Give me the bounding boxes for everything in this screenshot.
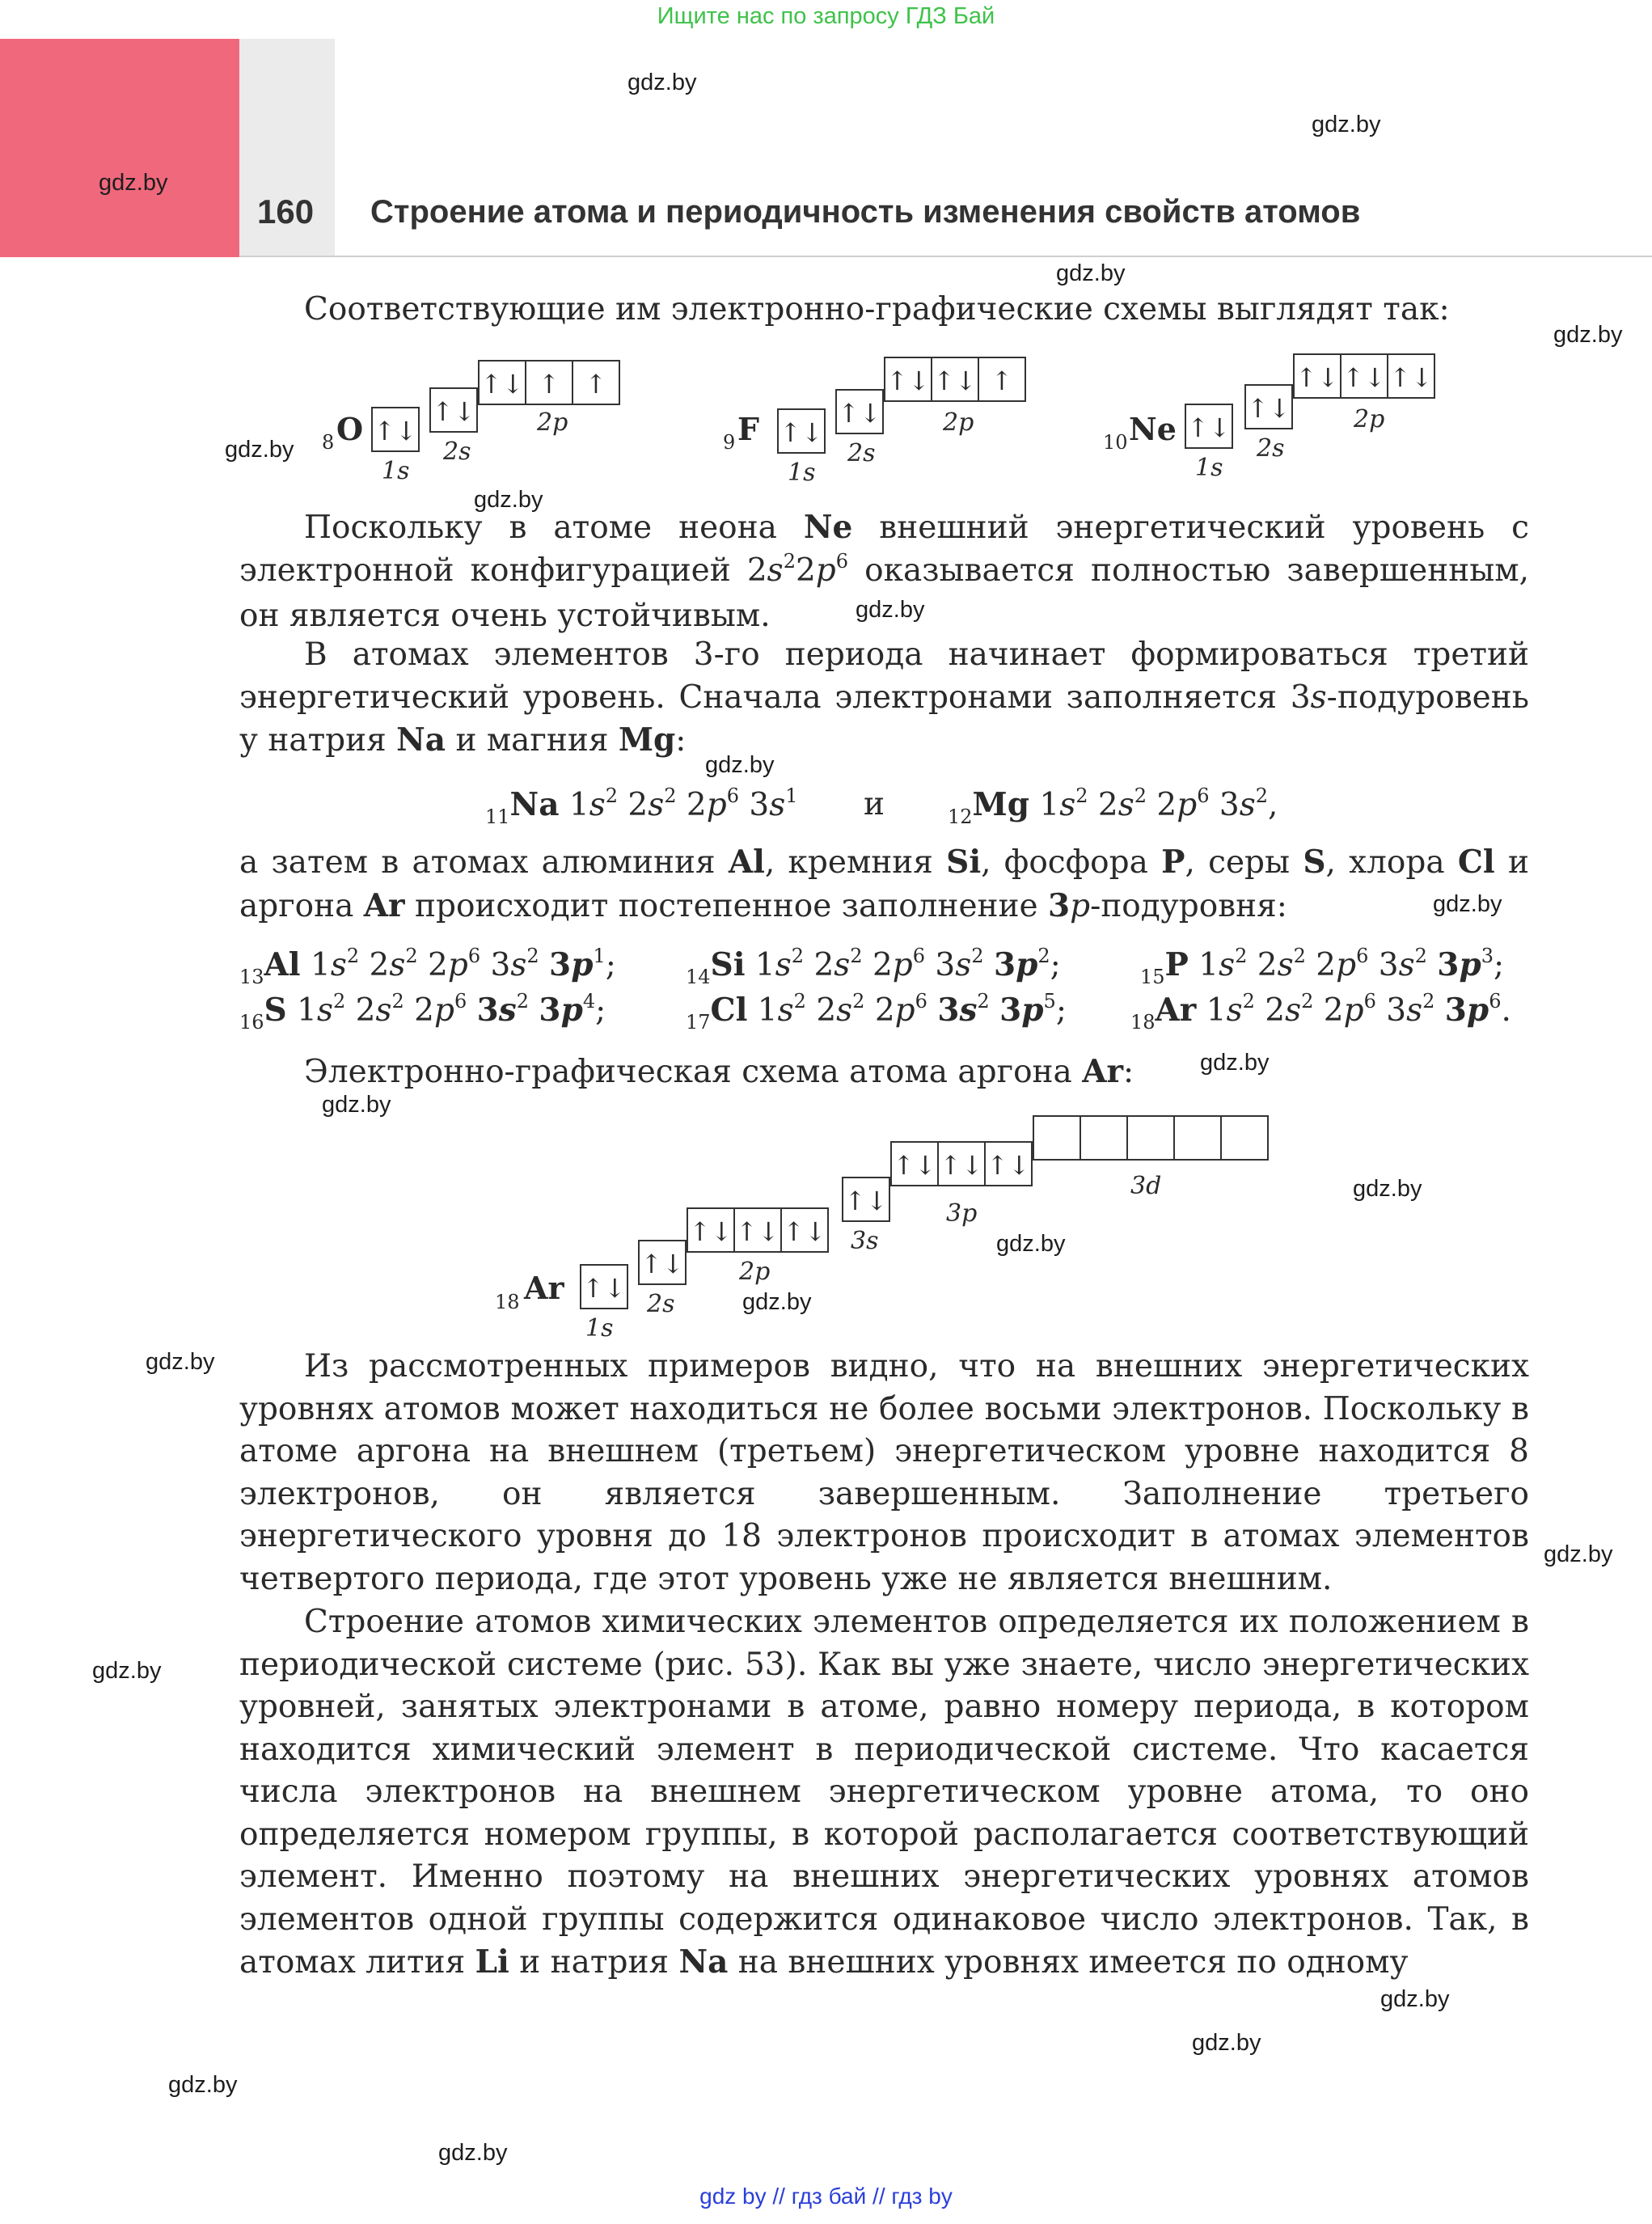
top-banner[interactable]: Ищите нас по запросу ГДЗ Бай bbox=[657, 3, 995, 29]
electron-arrows: ↑↓ bbox=[783, 1216, 826, 1247]
config-cl: $_{17}$Cl $1s^2$ $2s^2$ $2p^6$ $3s^2$ $3p^5$; bbox=[686, 990, 1067, 1034]
sublevel-label: 1s bbox=[585, 1314, 614, 1342]
sublevel-label: 1s bbox=[788, 459, 816, 487]
watermark: gdz.by bbox=[474, 487, 543, 513]
config-mg: $_{12}$Mg $1s^2$ $2s^2$ $2p^6$ $3s^2$, bbox=[948, 784, 1278, 828]
watermark: gdz.by bbox=[1192, 2030, 1261, 2056]
paragraph-period-3: В атомах элементов 3-го периода начинает формироваться третий энергетический уровень. Сначала электронами заполняется 3s-подуровень у натрия Na и магния Mg: bbox=[239, 636, 1529, 759]
sublevel-label: 2s bbox=[443, 438, 471, 466]
orbital-box-3d bbox=[1127, 1116, 1174, 1160]
electron-arrows: ↑↓ bbox=[987, 1150, 1030, 1181]
electron-arrows: ↑↓ bbox=[432, 396, 475, 427]
bottom-links-bar[interactable]: gdz by // гдз бай // гдз by bbox=[699, 2184, 953, 2209]
electron-arrows: ↑↓ bbox=[1187, 412, 1231, 443]
electron-arrows: ↑↓ bbox=[640, 1249, 684, 1279]
sublevel-label: 2p bbox=[537, 408, 568, 437]
sublevel-label: 1s bbox=[1195, 454, 1223, 482]
electron-arrows: ↑↓ bbox=[374, 416, 417, 446]
header-rule bbox=[239, 256, 1652, 257]
watermark: gdz.by bbox=[438, 2140, 508, 2166]
watermark: gdz.by bbox=[1433, 891, 1502, 917]
watermark: gdz.by bbox=[99, 170, 168, 196]
sublevel-label: 2p bbox=[739, 1258, 771, 1286]
atomic-number: 10 bbox=[1103, 431, 1128, 454]
pink-corner-block bbox=[0, 39, 239, 257]
watermark: gdz.by bbox=[856, 597, 925, 623]
electron-arrows: ↑↓ bbox=[838, 398, 881, 429]
sublevel-label: 3d bbox=[1130, 1172, 1162, 1200]
intro-line: Соответствующие им электронно-графические схемы выглядят так: bbox=[304, 291, 1450, 328]
sublevel-label: 3s bbox=[851, 1227, 879, 1255]
watermark: gdz.by bbox=[168, 2072, 238, 2098]
watermark: gdz.by bbox=[1200, 1050, 1270, 1076]
watermark: gdz.by bbox=[1312, 112, 1381, 137]
orbital-box-3d bbox=[1221, 1116, 1268, 1160]
electron-arrows: ↑↓ bbox=[886, 366, 930, 396]
element-symbol: F bbox=[737, 411, 759, 447]
element-symbol: Ne bbox=[1129, 411, 1177, 447]
sublevel-label: 2s bbox=[847, 439, 876, 467]
paragraph-outer-levels: Из рассмотренных примеров видно, что на внешних энергетических уровнях атомов может находиться не более восьми электронов. Поскольку в атоме аргона на внешнем (третьем) энергетическом уровне находится 8 электронов, он является завершенным. Заполнение третьего энергетического уровня до 18 электронов происходит в атомах элементов четвертого периода, где этот уровень уже не является внешним. bbox=[239, 1348, 1529, 1597]
paragraph-structure: Строение атомов химических элементов определяется их положением в периодической системе (рис. 53). Как вы уже знаете, число энергетических уровней, занятых электронами в атоме, равно номеру периода, в котором находится химический элемент в периодической системе. Что касается числа электронов на внешнем энергетическом уровне атома, то оно определяется номером группы, в которой располагается соответствующий элемент. Именно поэтому на внешних энергетических уровнях атомов элементов одной группы содержится одинаковое число электронов. Так, в атомах лития Li и натрия Na на внешних уровнях имеется по одному bbox=[239, 1604, 1529, 1981]
argon-intro: Электронно-графическая схема атома аргона Ar: bbox=[304, 1053, 1134, 1090]
atomic-number: 18 bbox=[495, 1291, 520, 1313]
config-al: $_{13}$Al $1s^2$ $2s^2$ $2p^6$ $3s^2$ $3p^1$; bbox=[239, 945, 616, 988]
paragraph-al-ar: а затем в атомах алюминия Al, кремния Si, фосфора P, серы S, хлора Cl и аргона Ar происходит постепенное заполнение 3p-подуровня: bbox=[239, 844, 1530, 924]
watermark: gdz.by bbox=[1056, 260, 1126, 286]
electron-arrows: ↑ bbox=[538, 369, 560, 400]
orbital-box-3d bbox=[1033, 1116, 1080, 1160]
electron-arrows: ↑ bbox=[585, 369, 607, 400]
page-number: 160 bbox=[257, 192, 315, 230]
watermark: gdz.by bbox=[322, 1092, 391, 1118]
electron-arrows: ↑↓ bbox=[780, 417, 823, 448]
electron-arrows: ↑↓ bbox=[582, 1273, 626, 1304]
electron-arrows: ↑↓ bbox=[940, 1150, 983, 1181]
electron-arrows: ↑↓ bbox=[844, 1186, 888, 1216]
sublevel-label: 2s bbox=[647, 1290, 675, 1318]
electron-arrows: ↑↓ bbox=[1295, 362, 1339, 393]
watermark: gdz.by bbox=[146, 1349, 215, 1375]
electron-arrows: ↑↓ bbox=[933, 366, 977, 396]
electron-arrows: ↑ bbox=[991, 366, 1013, 396]
paragraph-neon: Поскольку в атоме неона Ne внешний энергетический уровень с электронной конфигурацией $2s^22p^6$ оказывается полностью завершенным, он является очень устойчивым. bbox=[239, 509, 1529, 634]
watermark: gdz.by bbox=[1380, 1986, 1450, 2012]
electron-arrows: ↑↓ bbox=[736, 1216, 780, 1247]
sublevel-label: 1s bbox=[382, 457, 410, 485]
chapter-title: Строение атома и периодичность изменения свойств атомов bbox=[370, 194, 1361, 230]
config-si: $_{14}$Si $1s^2$ $2s^2$ $2p^6$ $3s^2$ $3p^2$; bbox=[686, 945, 1061, 988]
watermark: gdz.by bbox=[92, 1658, 162, 1684]
sublevel-label: 2s bbox=[1257, 434, 1285, 463]
config-conjunction: и bbox=[864, 786, 885, 822]
atomic-number: 9 bbox=[723, 431, 736, 454]
electron-arrows: ↑↓ bbox=[1389, 362, 1433, 393]
watermark: gdz.by bbox=[225, 437, 294, 463]
config-ar: $_{18}$Ar $1s^2$ $2s^2$ $2p^6$ $3s^2$ $3p^6$. bbox=[1130, 990, 1511, 1034]
atomic-number: 8 bbox=[322, 431, 335, 454]
electron-scheme-argon bbox=[485, 1108, 1294, 1351]
sublevel-label: 2p bbox=[1354, 405, 1385, 433]
watermark: gdz.by bbox=[1553, 322, 1623, 348]
config-na: $_{11}$Na $1s^2$ $2s^2$ $2p^6$ $3s^1$ bbox=[485, 784, 798, 828]
config-p: $_{15}$P $1s^2$ $2s^2$ $2p^6$ $3s^2$ $3p^3$; bbox=[1140, 945, 1505, 988]
sublevel-label: 3p bbox=[946, 1199, 978, 1228]
watermark: gdz.by bbox=[1353, 1176, 1422, 1202]
watermark: gdz.by bbox=[705, 752, 775, 778]
watermark: gdz.by bbox=[996, 1231, 1066, 1257]
element-symbol: O bbox=[336, 411, 364, 447]
element-symbol: Ar bbox=[524, 1270, 564, 1306]
orbital-box-3d bbox=[1080, 1116, 1127, 1160]
orbital-box-3d bbox=[1174, 1116, 1221, 1160]
watermark: gdz.by bbox=[742, 1289, 812, 1315]
electron-schemes-o-f-ne bbox=[307, 340, 1472, 501]
electron-arrows: ↑↓ bbox=[893, 1150, 936, 1181]
sublevel-label: 2p bbox=[943, 408, 974, 437]
electron-arrows: ↑↓ bbox=[689, 1216, 733, 1247]
electron-arrows: ↑↓ bbox=[1247, 393, 1291, 424]
watermark: gdz.by bbox=[1544, 1541, 1613, 1567]
electron-arrows: ↑↓ bbox=[480, 369, 524, 400]
config-s: $_{16}$S $1s^2$ $2s^2$ $2p^6$ $3s^2$ $3p^4$; bbox=[239, 990, 606, 1034]
watermark: gdz.by bbox=[627, 70, 697, 95]
electron-arrows: ↑↓ bbox=[1342, 362, 1386, 393]
